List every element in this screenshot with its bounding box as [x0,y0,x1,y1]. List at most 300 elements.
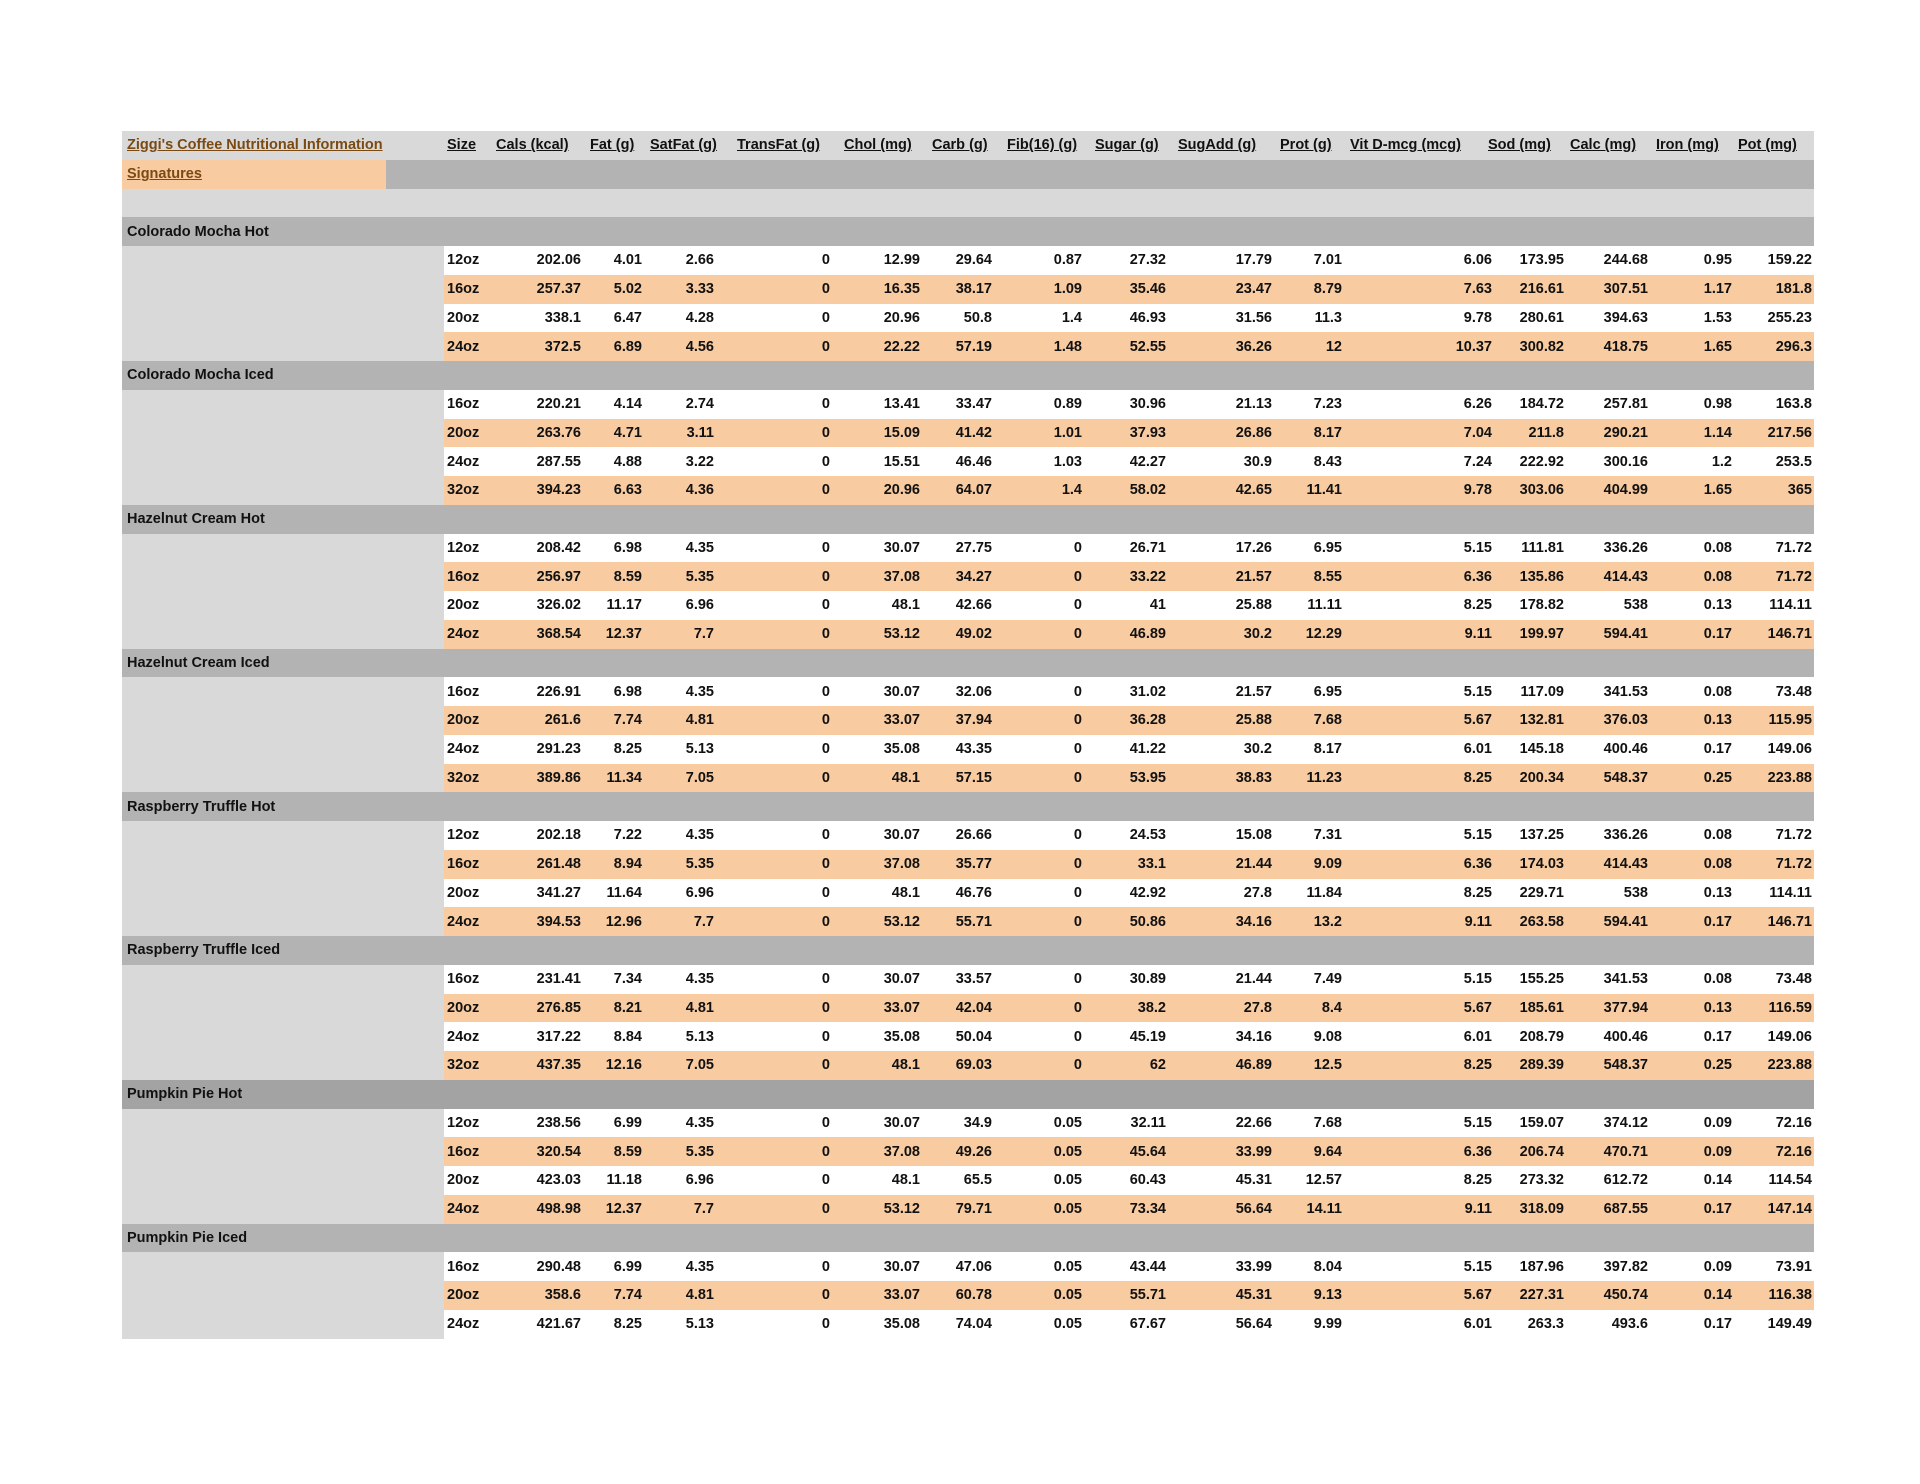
value-cell: 290.48 [536,1258,581,1275]
name-column-filler [122,735,444,764]
value-cell: 263.3 [1527,1316,1564,1333]
value-cell: 0 [821,856,830,873]
value-cell: 368.54 [536,626,581,643]
value-cell: 17.26 [1235,539,1272,556]
size-cell: 12oz [447,1114,480,1131]
product-name: Colorado Mocha Hot [127,223,269,240]
value-cell: 55.71 [955,913,992,930]
product-name: Raspberry Truffle Iced [127,942,281,959]
value-cell: 8.25 [1463,884,1492,901]
value-cell: 0 [821,884,830,901]
value-cell: 34.9 [963,1114,992,1131]
size-cell: 16oz [447,856,480,873]
value-cell: 4.81 [685,712,714,729]
value-cell: 5.13 [685,1028,714,1045]
value-cell: 1.09 [1053,281,1082,298]
value-cell: 115.95 [1768,712,1812,729]
value-cell: 0 [1073,539,1082,556]
column-header: Cals (kcal) [496,137,569,154]
value-cell: 6.99 [613,1258,642,1275]
value-cell: 0.08 [1703,856,1732,873]
value-cell: 27.8 [1243,999,1272,1016]
table-row [122,1195,1814,1224]
name-column-filler [122,907,444,936]
value-cell: 71.72 [1775,827,1812,844]
value-cell: 8.17 [1313,424,1342,441]
value-cell: 49.26 [955,1143,992,1160]
value-cell: 184.72 [1519,396,1564,413]
value-cell: 0.17 [1703,1028,1732,1045]
value-cell: 211.8 [1528,424,1564,441]
column-header: Size [447,137,477,154]
value-cell: 3.11 [686,424,714,441]
value-cell: 1.03 [1053,453,1082,470]
table-row [122,304,1814,333]
value-cell: 8.55 [1313,568,1342,585]
value-cell: 5.67 [1463,1287,1492,1304]
value-cell: 174.03 [1519,856,1564,873]
value-cell: 8.25 [613,741,642,758]
value-cell: 57.19 [955,338,992,355]
value-cell: 27.8 [1243,884,1272,901]
value-cell: 71.72 [1775,568,1812,585]
value-cell: 0 [821,396,830,413]
product-name: Raspberry Truffle Hot [127,798,276,815]
value-cell: 0.25 [1703,769,1732,786]
size-cell: 24oz [447,741,480,758]
value-cell: 538 [1623,597,1648,614]
value-cell: 594.41 [1603,913,1648,930]
value-cell: 400.46 [1603,1028,1648,1045]
value-cell: 394.53 [536,913,581,930]
value-cell: 23.47 [1235,281,1272,298]
value-cell: 33.47 [955,396,992,413]
name-column-filler [122,390,444,419]
value-cell: 6.96 [685,597,714,614]
size-cell: 12oz [447,539,480,556]
value-cell: 33.07 [883,1287,920,1304]
value-cell: 0 [821,999,830,1016]
value-cell: 0 [821,913,830,930]
value-cell: 34.27 [955,568,992,585]
value-cell: 27.32 [1129,252,1166,269]
value-cell: 0.95 [1703,252,1732,269]
value-cell: 202.18 [536,827,581,844]
value-cell: 34.16 [1235,1028,1272,1045]
value-cell: 5.15 [1463,683,1492,700]
value-cell: 3.22 [685,453,714,470]
name-column-filler [122,304,444,333]
value-cell: 8.43 [1313,453,1342,470]
value-cell: 30.2 [1243,741,1272,758]
value-cell: 45.31 [1235,1172,1272,1189]
value-cell: 33.07 [883,999,920,1016]
value-cell: 2.74 [685,396,714,413]
value-cell: 0.05 [1053,1114,1082,1131]
size-cell: 20oz [447,999,480,1016]
value-cell: 358.6 [544,1287,581,1304]
value-cell: 8.79 [1313,281,1342,298]
value-cell: 1.4 [1061,482,1082,499]
value-cell: 46.93 [1129,309,1166,326]
value-cell: 6.26 [1463,396,1492,413]
value-cell: 178.82 [1519,597,1564,614]
value-cell: 0 [1073,568,1082,585]
value-cell: 33.22 [1129,568,1166,585]
name-column-filler [122,447,444,476]
table-row [122,994,1814,1023]
value-cell: 341.53 [1603,971,1648,988]
value-cell: 4.71 [613,424,642,441]
value-cell: 15.51 [883,453,920,470]
value-cell: 146.71 [1767,626,1812,643]
value-cell: 2.66 [685,252,714,269]
value-cell: 58.02 [1129,482,1166,499]
value-cell: 0.08 [1703,971,1732,988]
value-cell: 538 [1623,884,1648,901]
name-column-filler [122,1281,444,1310]
value-cell: 296.3 [1775,338,1812,355]
size-cell: 24oz [447,338,480,355]
column-header: Vit D-mcg (mcg) [1350,137,1461,154]
value-cell: 5.15 [1463,827,1492,844]
value-cell: 687.55 [1603,1201,1648,1218]
value-cell: 43.44 [1129,1258,1166,1275]
value-cell: 69.03 [955,1057,992,1074]
value-cell: 116.38 [1768,1287,1812,1304]
name-column-filler [122,1195,444,1224]
value-cell: 0 [821,827,830,844]
value-cell: 261.48 [536,856,581,873]
value-cell: 7.22 [613,827,642,844]
value-cell: 263.76 [536,424,581,441]
table-row [122,1022,1814,1051]
value-cell: 4.35 [685,1258,714,1275]
value-cell: 303.06 [1519,482,1564,499]
value-cell: 0.05 [1053,1316,1082,1333]
product-header-row [122,1224,1814,1253]
value-cell: 7.23 [1313,396,1342,413]
table-row [122,419,1814,448]
value-cell: 238.56 [536,1114,581,1131]
value-cell: 147.14 [1767,1201,1812,1218]
value-cell: 30.2 [1243,626,1272,643]
size-cell: 24oz [447,626,480,643]
value-cell: 159.07 [1519,1114,1564,1131]
value-cell: 0 [821,1258,830,1275]
table-row [122,246,1814,275]
value-cell: 35.08 [883,741,920,758]
value-cell: 0 [1073,1057,1082,1074]
value-cell: 0 [821,1201,830,1218]
table-row [122,965,1814,994]
value-cell: 11.11 [1307,597,1342,614]
value-cell: 25.88 [1235,712,1272,729]
value-cell: 0.05 [1053,1201,1082,1218]
value-cell: 15.09 [883,424,920,441]
value-cell: 35.08 [883,1028,920,1045]
value-cell: 114.11 [1769,597,1812,614]
value-cell: 11.3 [1314,309,1342,326]
value-cell: 4.01 [613,252,642,269]
value-cell: 60.43 [1129,1172,1166,1189]
value-cell: 341.27 [536,884,581,901]
product-name: Hazelnut Cream Hot [127,511,265,528]
table-row [122,1137,1814,1166]
value-cell: 4.35 [685,683,714,700]
value-cell: 216.61 [1519,281,1564,298]
value-cell: 0.89 [1053,396,1082,413]
value-cell: 48.1 [891,769,920,786]
value-cell: 226.91 [536,683,581,700]
value-cell: 30.07 [883,1258,920,1275]
value-cell: 74.04 [955,1316,992,1333]
size-cell: 32oz [447,482,480,499]
value-cell: 6.01 [1463,1028,1492,1045]
value-cell: 336.26 [1603,539,1648,556]
value-cell: 1.65 [1703,482,1732,499]
value-cell: 6.99 [613,1114,642,1131]
value-cell: 0 [1073,856,1082,873]
value-cell: 26.86 [1235,424,1272,441]
value-cell: 47.06 [955,1258,992,1275]
value-cell: 400.46 [1603,741,1648,758]
value-cell: 0 [1073,769,1082,786]
name-column-filler [122,1137,444,1166]
product-header-row [122,361,1814,390]
name-column-filler [122,246,444,275]
value-cell: 6.98 [613,539,642,556]
value-cell: 4.28 [685,309,714,326]
value-cell: 7.74 [613,712,642,729]
size-cell: 20oz [447,712,480,729]
value-cell: 33.99 [1235,1258,1272,1275]
value-cell: 7.05 [685,769,714,786]
value-cell: 0.17 [1703,1201,1732,1218]
value-cell: 0.09 [1703,1114,1732,1131]
value-cell: 421.67 [536,1316,581,1333]
value-cell: 149.06 [1767,1028,1812,1045]
value-cell: 0.08 [1703,827,1732,844]
value-cell: 414.43 [1603,568,1648,585]
value-cell: 0 [1073,971,1082,988]
value-cell: 132.81 [1519,712,1564,729]
value-cell: 6.36 [1463,568,1492,585]
value-cell: 7.34 [613,971,642,988]
value-cell: 117.09 [1520,683,1564,700]
size-cell: 24oz [447,1028,480,1045]
value-cell: 341.53 [1603,683,1648,700]
value-cell: 35.08 [883,1316,920,1333]
value-cell: 220.21 [536,396,581,413]
value-cell: 9.13 [1313,1287,1342,1304]
table-row [122,735,1814,764]
value-cell: 185.61 [1519,999,1564,1016]
value-cell: 5.67 [1463,712,1492,729]
value-cell: 8.4 [1321,999,1342,1016]
value-cell: 6.98 [613,683,642,700]
value-cell: 0.05 [1053,1287,1082,1304]
table-row [122,390,1814,419]
size-cell: 24oz [447,1316,480,1333]
value-cell: 1.65 [1703,338,1732,355]
value-cell: 46.89 [1235,1057,1272,1074]
value-cell: 6.01 [1463,741,1492,758]
value-cell: 12.99 [883,252,920,269]
value-cell: 22.22 [883,338,920,355]
value-cell: 53.12 [883,1201,920,1218]
table-row [122,907,1814,936]
size-cell: 20oz [447,309,480,326]
value-cell: 0 [821,683,830,700]
name-column-filler [122,677,444,706]
value-cell: 145.18 [1519,741,1564,758]
value-cell: 8.59 [613,568,642,585]
value-cell: 0 [821,1028,830,1045]
value-cell: 73.34 [1129,1201,1166,1218]
table-row [122,821,1814,850]
value-cell: 493.6 [1611,1316,1648,1333]
value-cell: 173.95 [1519,252,1564,269]
value-cell: 7.68 [1313,1114,1342,1131]
value-cell: 0 [821,1057,830,1074]
value-cell: 73.48 [1775,683,1812,700]
value-cell: 0.05 [1053,1172,1082,1189]
value-cell: 1.01 [1053,424,1082,441]
value-cell: 42.04 [955,999,992,1016]
value-cell: 548.37 [1603,1057,1648,1074]
value-cell: 223.88 [1767,1057,1812,1074]
table-row [122,534,1814,563]
value-cell: 7.68 [1313,712,1342,729]
value-cell: 6.95 [1313,539,1342,556]
value-cell: 17.79 [1235,252,1272,269]
value-cell: 20.96 [883,482,920,499]
value-cell: 29.64 [955,252,992,269]
value-cell: 9.78 [1463,482,1492,499]
value-cell: 38.83 [1235,769,1272,786]
value-cell: 300.82 [1519,338,1564,355]
value-cell: 30.9 [1243,453,1272,470]
value-cell: 11.23 [1306,769,1342,786]
value-cell: 0 [821,1143,830,1160]
value-cell: 9.64 [1313,1143,1342,1160]
category-label: Signatures [122,160,386,189]
name-column-filler [122,476,444,505]
value-cell: 11.64 [606,884,642,901]
value-cell: 12.37 [605,626,642,643]
value-cell: 79.71 [955,1201,992,1218]
size-cell: 16oz [447,568,480,585]
value-cell: 146.71 [1767,913,1812,930]
value-cell: 0.13 [1703,884,1732,901]
table-row [122,447,1814,476]
value-cell: 8.25 [1463,1057,1492,1074]
product-name: Hazelnut Cream Iced [127,654,270,671]
value-cell: 6.89 [613,338,642,355]
name-column-filler [122,821,444,850]
value-cell: 159.22 [1767,252,1812,269]
value-cell: 52.55 [1129,338,1166,355]
table-row [122,591,1814,620]
table-row [122,275,1814,304]
value-cell: 116.59 [1768,999,1812,1016]
value-cell: 0.13 [1703,712,1732,729]
value-cell: 5.35 [685,1143,714,1160]
value-cell: 33.57 [955,971,992,988]
value-cell: 6.01 [1463,1316,1492,1333]
value-cell: 163.8 [1775,396,1812,413]
value-cell: 244.68 [1603,252,1648,269]
value-cell: 0 [1073,626,1082,643]
value-cell: 50.86 [1129,913,1166,930]
value-cell: 50.8 [963,309,992,326]
value-cell: 423.03 [536,1172,581,1189]
column-header: Chol (mg) [844,137,912,154]
value-cell: 5.15 [1463,1114,1492,1131]
value-cell: 0 [1073,597,1082,614]
size-cell: 32oz [447,769,480,786]
name-column-filler [122,764,444,793]
column-header: Calc (mg) [1570,137,1637,154]
value-cell: 0 [821,309,830,326]
value-cell: 62 [1149,1057,1166,1074]
value-cell: 71.72 [1775,539,1812,556]
table-row [122,332,1814,361]
value-cell: 32.11 [1130,1114,1166,1131]
value-cell: 222.92 [1519,453,1564,470]
value-cell: 5.67 [1463,999,1492,1016]
value-cell: 43.35 [955,741,992,758]
value-cell: 8.04 [1313,1258,1342,1275]
value-cell: 53.95 [1129,769,1166,786]
value-cell: 30.07 [883,971,920,988]
value-cell: 26.71 [1129,539,1166,556]
value-cell: 0 [821,597,830,614]
size-cell: 16oz [447,1258,480,1275]
value-cell: 365 [1787,482,1812,499]
column-header: SugAdd (g) [1178,137,1257,154]
value-cell: 6.47 [613,309,642,326]
value-cell: 11.41 [1306,482,1342,499]
size-cell: 20oz [447,884,480,901]
value-cell: 0 [821,482,830,499]
size-cell: 16oz [447,971,480,988]
value-cell: 256.97 [536,568,581,585]
value-cell: 11.34 [606,769,642,786]
value-cell: 0.05 [1053,1258,1082,1275]
value-cell: 273.32 [1519,1172,1564,1189]
value-cell: 42.65 [1235,482,1272,499]
value-cell: 5.15 [1463,539,1492,556]
value-cell: 46.89 [1129,626,1166,643]
value-cell: 41 [1149,597,1166,614]
value-cell: 6.36 [1463,1143,1492,1160]
value-cell: 38.17 [955,281,992,298]
value-cell: 227.31 [1519,1287,1564,1304]
value-cell: 37.08 [883,856,920,873]
value-cell: 0.87 [1053,252,1082,269]
size-cell: 24oz [447,453,480,470]
name-column-filler [122,879,444,908]
value-cell: 48.1 [891,1172,920,1189]
size-cell: 12oz [447,252,480,269]
value-cell: 12 [1325,338,1342,355]
value-cell: 289.39 [1519,1057,1564,1074]
name-column-filler [122,1022,444,1051]
name-column-filler [122,994,444,1023]
value-cell: 37.93 [1129,424,1166,441]
